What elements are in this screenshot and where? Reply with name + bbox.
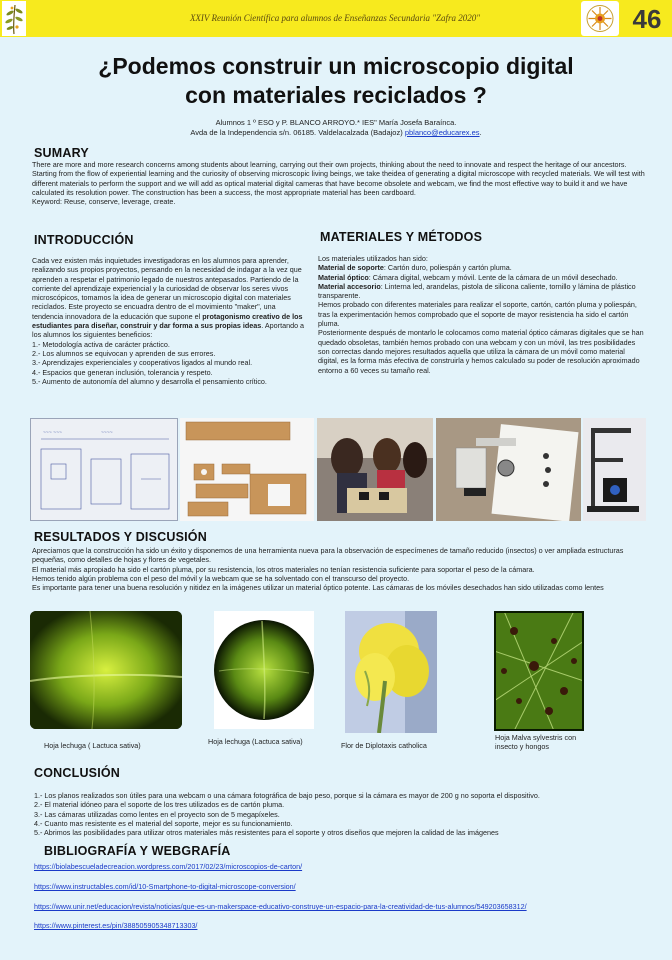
bibliography-link[interactable]: https://www.pinterest.es/pin/388505905348713303/ xyxy=(34,921,198,930)
benefit-item: 3.- Aprendizajes experienciales y cooperativos ligados al mundo real. xyxy=(32,358,253,368)
photo-blueprint-plans xyxy=(30,418,178,521)
photo-students-building xyxy=(317,418,433,521)
resultados-line: Es importante para tener una buena resolución y nitidez en la imágenes utilizar un material óptico potente. Las cámaras de los móviles desechados han sido utilizadas como lentes xyxy=(32,583,604,593)
materiales-intro: Los materiales utilizados han sido: xyxy=(318,254,428,263)
summary-keywords: Keyword: Reuse, conserve, leverage, create. xyxy=(32,197,176,207)
caption-diplotaxis: Flor de Diplotaxis catholica xyxy=(341,741,427,750)
intro-bold: protagonismo creativo de los estudiantes para diseñar, construir y dar forma a sus propias ideas xyxy=(32,311,303,331)
caption-malva xyxy=(495,733,576,751)
benefit-item: 2.- Los alumnos se equivocan y aprenden de sus errores. xyxy=(32,348,216,358)
conclusion-list xyxy=(34,791,654,837)
photo-microscope-stand xyxy=(583,418,646,521)
bibliography-link[interactable]: https://biolabescueladecreacion.wordpress.com/2017/02/23/microscopios-de-carton/ xyxy=(34,862,303,871)
address-end: . xyxy=(479,128,482,137)
summary-heading: SUMARY xyxy=(34,146,89,160)
caption-malva-line-1: Hoja Malva sylvestris con xyxy=(495,733,577,742)
material-soporte xyxy=(318,263,646,272)
olive-branch-logo-icon xyxy=(2,1,26,36)
material-accesorio xyxy=(318,282,646,301)
intro-part-3: . Aportando a los alumnos los siguientes beneficios: xyxy=(32,321,305,340)
resultados-line: El material más apropiado ha sido el cartón pluma, por su resistencia, los otros materiales no tenían resistencia suficiente para soportar el peso de la cámara. xyxy=(32,564,535,574)
materiales-paragraph-2: Hemos probado con diferentes materiales para realizar el soporte, cartón, cartón pluma y poliespán, tras la experimentación hemos comprobado que el soporte de mayor resistencia ha sido el cartón pluma. xyxy=(318,300,637,329)
conclusion-item: 2.- El material idóneo para el soporte de los tres utilizados es de cartón pluma. xyxy=(34,800,285,810)
sun-seal-logo-icon xyxy=(581,1,619,36)
material-optico xyxy=(318,273,646,282)
introduccion-text xyxy=(32,256,308,386)
address-text: Avda de la Independencia s/n. 06185. Valdelacalzada (Badajoz) xyxy=(190,128,405,137)
summary-text xyxy=(32,160,646,206)
conclusion-item: 4.- Cuanto mas resistente es el material del soporte, mejor es su funcionamiento. xyxy=(34,818,293,828)
authors-line: Alumnos 1 º ESO y P. BLANCO ARROYO.* IES" María Josefa Baraínca. xyxy=(215,118,457,127)
benefit-item: 4.- Espacios que generan inclusión, tolerancia y respeto. xyxy=(32,367,213,377)
bibliography-link[interactable]: https://www.instructables.com/id/10-Smartphone-to-digital-microscope-conversion/ xyxy=(34,882,296,891)
photo-diplotaxis-flower xyxy=(345,611,437,733)
photo-lettuce-leaf-2 xyxy=(214,611,314,729)
materiales-heading: MATERIALES Y MÉTODOS xyxy=(320,230,483,244)
title-line-1: ¿Podemos construir un microscopio digital xyxy=(98,53,574,79)
caption-lettuce-2: Hoja lechuga (Lactuca sativa) xyxy=(208,737,303,746)
conclusion-item: 1.- Los planos realizados son útiles para una webcam o una cámara fotográfica de bajo peso, porque si la cámara es mayor de 200 g no soporta el dispositivo. xyxy=(34,791,540,800)
resultados-line: Hemos tenido algún problema con el peso del móvil y la webcam que se ha solventado con el transcurso del proyecto. xyxy=(32,573,410,583)
introduccion-body xyxy=(32,256,308,340)
accesorio-label: Material accesorio xyxy=(318,281,381,291)
resultados-heading: RESULTADOS Y DISCUSIÓN xyxy=(34,530,207,544)
caption-lettuce-1: Hoja lechuga ( Lactuca sativa) xyxy=(44,741,141,750)
title-line-2: con materiales reciclados ? xyxy=(185,82,487,108)
resultados-line: Apreciamos que la construcción ha sido un éxito y disponemos de una herramienta nueva para la observación de especímenes de tamaño reducido (insectos) o ver ampliada estructuras pequeñas, como detalles de hojas y flores de vegetales. xyxy=(32,546,624,565)
photo-cardboard-pieces xyxy=(180,418,314,521)
address-line xyxy=(80,128,592,138)
optico-label: Material óptico xyxy=(318,272,369,282)
poster-number: 46 xyxy=(632,4,662,34)
authors-block xyxy=(80,118,592,138)
email-link[interactable]: pblanco@educarex.es xyxy=(404,128,480,137)
event-title: XXIV Reunión Científica para alumnos de Enseñanzas Secundaria "Zafra 2020" xyxy=(189,13,481,23)
intro-part-1: Cada vez existen más inquietudes investigadoras en los alumnos para aprender, realizando sus propios proyectos, pensando en la necesidad de indagar a la vez que aprenden a respetar el patrimonio legado de nuestros antepasados. Partiendo de la corriente del aprendizaje experiencial y la curiosidad de observar los seres vivos microscópicos, tomamos la idea de generar un microscopio digital con materiales reciclados. Este proyecto se encuadra dentro de xyxy=(32,256,302,312)
conclusion-item: 3.- Las cámaras utilizadas como lentes en el proyecto son de 5 megapíxeles. xyxy=(34,809,280,819)
benefit-item: 1.- Metodología activa de carácter práctico. xyxy=(32,339,170,349)
svg-text:~~~ ~~~: ~~~ ~~~ xyxy=(43,430,62,436)
benefit-item: 5.- Aumento de autonomía del alumno y desarrolla el pensamiento crítico. xyxy=(32,376,267,386)
conclusion-item: 5.- Abrimos las posibilidades para utilizar otros materiales más resistentes para el soporte y otros diseños que mejoren la calidad de las imágenes xyxy=(34,828,499,838)
summary-body: There are more and more research concerns among students about learning, carrying out their own projects, thinking about the need to innovate and respect the heritage of our ancestors. Starting from the flow of experiential learning and the curiosity of observing microscopic living beings, we take theidea of generating a digital microscope with recycled materials. We will test with different materials to perform the support and we will add as optical material digital cameras that have become obsolete and webcam, we find the most effective way to build it and we have calculated its resolution power. The construction has been a success, the most appropriate material has been cardboard. xyxy=(32,160,645,197)
materiales-paragraph-3: Posteriormente después de montarlo le colocamos como material óptico cámaras digitales que se han quedado obsoletas, también hemos probado con una webcam y con un móvil, las tres posibilidades son correctas dando mejores resultados aquella que utiliza la cámara de un móvil como material digital, es la forma más efectiva de construirla y hemos calculado su poder de resolución aproximado entorno a 60 veces su tamaño real. xyxy=(318,328,644,375)
photo-malva-leaf xyxy=(494,611,584,731)
caption-malva-line-2: insecto y hongos xyxy=(495,742,549,751)
resultados-text xyxy=(32,546,648,592)
intro-movement: el movimiento "maker", xyxy=(188,302,262,312)
accesorio-text: : Linterna led, arandelas, pistola de silicona caliente, tornillo y lámina de plástico transparente. xyxy=(318,281,636,301)
materiales-text xyxy=(318,254,646,375)
bibliografia-heading: BIBLIOGRAFÍA Y WEBGRAFÍA xyxy=(44,844,231,858)
soporte-label: Material de soporte xyxy=(318,263,384,273)
photo-lettuce-leaf-1 xyxy=(30,611,182,729)
bibliography-link[interactable]: https://www.unir.net/educacion/revista/noticias/que-es-un-makerspace-educativo-construye-un-espacio-para-la-creatividad-de-tus-alumnos/549203658312/ xyxy=(34,902,527,911)
optico-text: : Cámara digital, webcam y móvil. Lente de la cámara de un móvil desechado. xyxy=(368,272,618,282)
intro-part-2: una tendencia innovadora de la educación que supone el xyxy=(32,302,276,321)
photo-microscope-prototype xyxy=(436,418,581,521)
header-bar xyxy=(0,0,672,37)
conclusion-heading: CONCLUSIÓN xyxy=(34,766,121,780)
introduccion-heading: INTRODUCCIÓN xyxy=(34,233,134,247)
svg-text:~~~~: ~~~~ xyxy=(101,430,113,436)
page-title xyxy=(20,52,652,110)
soporte-text: : Cartón duro, poliespán y cartón pluma. xyxy=(383,263,512,273)
